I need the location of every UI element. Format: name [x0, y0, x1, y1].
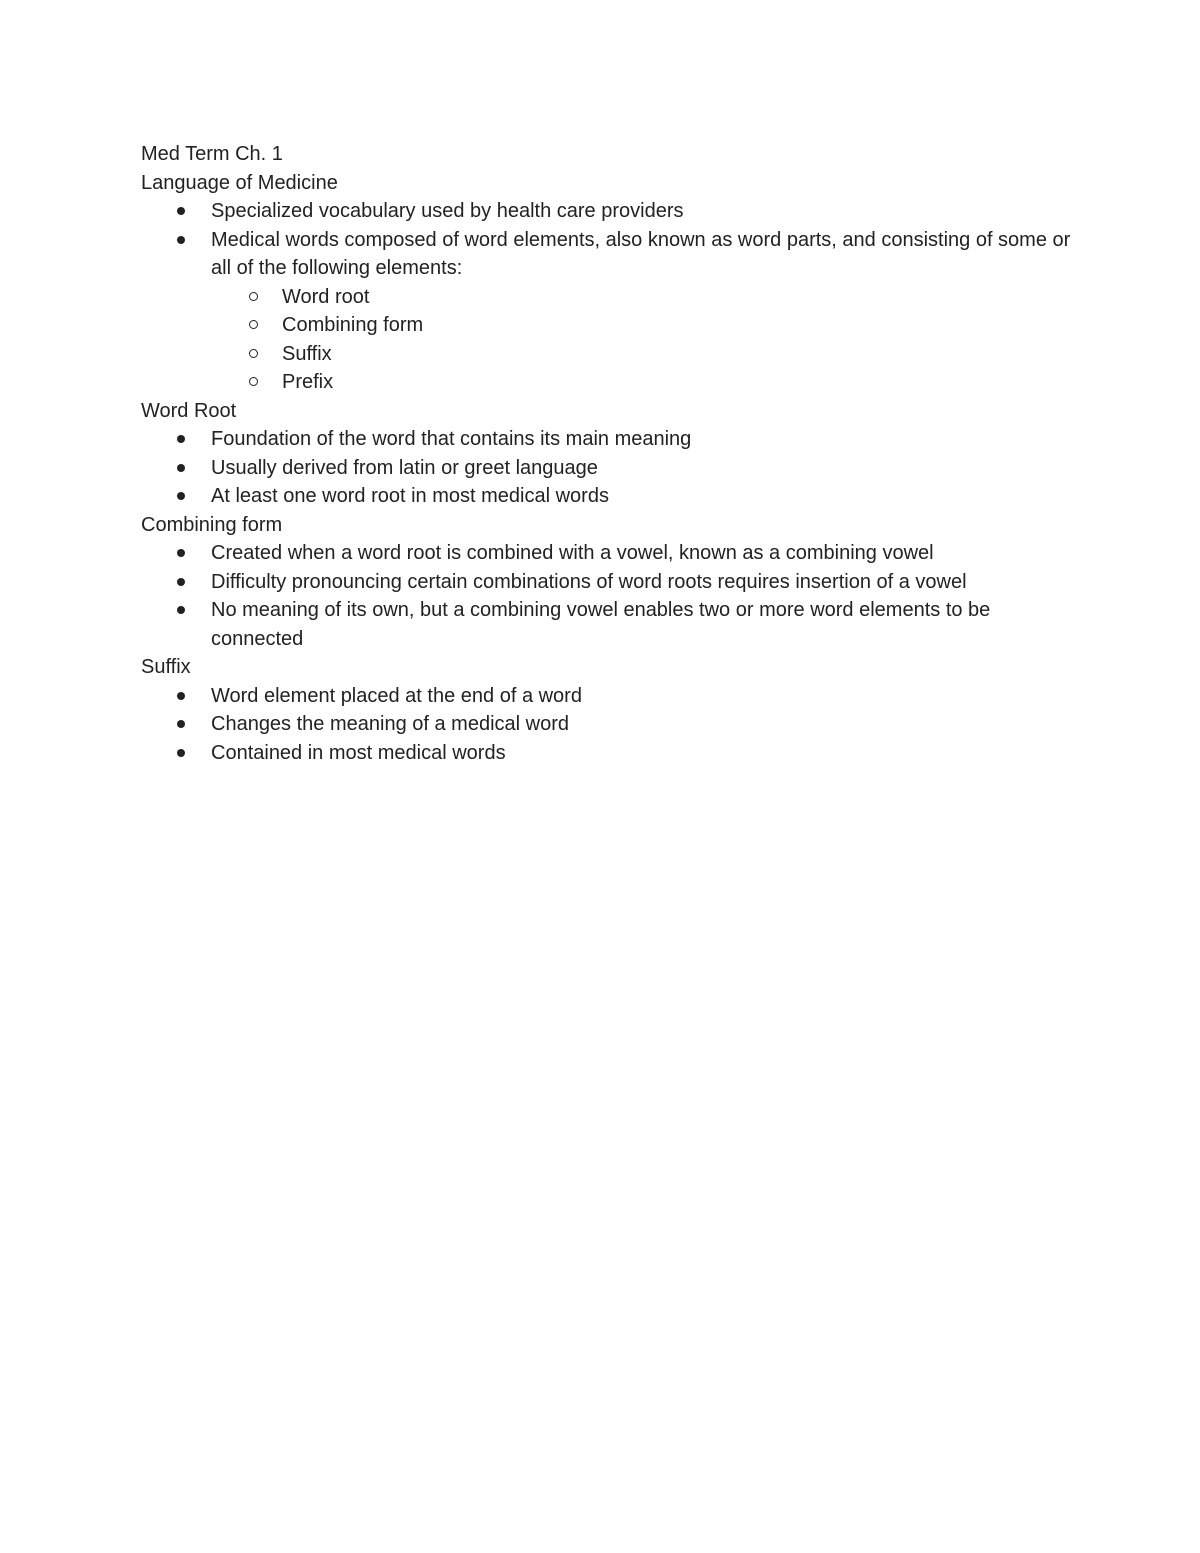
sub-list-item-text: Suffix	[282, 342, 332, 365]
list-item	[141, 226, 1071, 397]
hollow-bullet-icon	[249, 320, 258, 329]
document-page	[141, 140, 1071, 767]
bullet-icon	[177, 606, 185, 614]
sub-bullet-list	[211, 283, 1071, 397]
sub-list-item-text: Word root	[282, 285, 370, 308]
bullet-icon	[177, 435, 185, 443]
section-heading: Language of Medicine	[141, 171, 338, 194]
list-item	[141, 710, 1071, 739]
hollow-bullet-icon	[249, 377, 258, 386]
list-item-text: Changes the meaning of a medical word	[211, 713, 569, 735]
list-item-text: Foundation of the word that contains its main meaning	[211, 428, 692, 450]
section-heading: Suffix	[141, 656, 191, 678]
bullet-list	[141, 425, 1071, 511]
list-item	[141, 682, 1071, 711]
bullet-icon	[177, 236, 185, 244]
list-item-text: Contained in most medical words	[211, 741, 506, 764]
list-item-text: Difficulty pronouncing certain combinations of word roots requires insertion of a vowel	[211, 570, 967, 593]
list-item	[141, 568, 1071, 597]
bullet-list	[141, 539, 1071, 653]
bullet-icon	[177, 692, 185, 700]
bullet-icon	[177, 749, 185, 757]
bullet-list	[141, 197, 1071, 397]
sub-list-item	[211, 311, 1071, 340]
list-item-text: Specialized vocabulary used by health care providers	[211, 200, 684, 222]
sub-list-item	[211, 340, 1071, 369]
bullet-icon	[177, 720, 185, 728]
list-item	[141, 596, 1071, 653]
bullet-icon	[177, 492, 185, 500]
bullet-icon	[177, 578, 185, 586]
section-heading: Word Root	[141, 399, 237, 422]
sub-list-item-text: Prefix	[282, 371, 334, 393]
section-word-root	[141, 397, 1071, 511]
hollow-bullet-icon	[249, 349, 258, 358]
document-title: Med Term Ch. 1	[141, 143, 283, 165]
list-item-text: At least one word root in most medical words	[211, 485, 609, 507]
bullet-list	[141, 682, 1071, 768]
bullet-icon	[177, 207, 185, 215]
list-item	[141, 197, 1071, 226]
hollow-bullet-icon	[249, 292, 258, 301]
list-item-text: Usually derived from latin or greet language	[211, 456, 598, 479]
bullet-icon	[177, 464, 185, 472]
sub-list-item	[211, 368, 1071, 397]
list-item	[141, 425, 1071, 454]
section-heading: Combining form	[141, 513, 283, 536]
list-item	[141, 454, 1071, 483]
list-item	[141, 539, 1071, 568]
section-combining-form	[141, 511, 1071, 654]
list-item-text: No meaning of its own, but a combining vowel enables two or more word elements to be connected	[211, 599, 991, 650]
bullet-icon	[177, 549, 185, 557]
sub-list-item-text: Combining form	[282, 314, 424, 336]
section-suffix	[141, 653, 1071, 767]
list-item	[141, 482, 1071, 511]
list-item	[141, 739, 1071, 768]
sub-list-holder	[141, 283, 1071, 397]
section-language-of-medicine	[141, 169, 1071, 397]
list-item-text: Word element placed at the end of a word	[211, 684, 582, 707]
list-item-text: Created when a word root is combined with a vowel, known as a combining vowel	[211, 542, 934, 564]
sub-list-item	[211, 283, 1071, 312]
list-item-text: Medical words composed of word elements, also known as word parts, and consisting of some or all of the following elements:	[211, 228, 1071, 279]
